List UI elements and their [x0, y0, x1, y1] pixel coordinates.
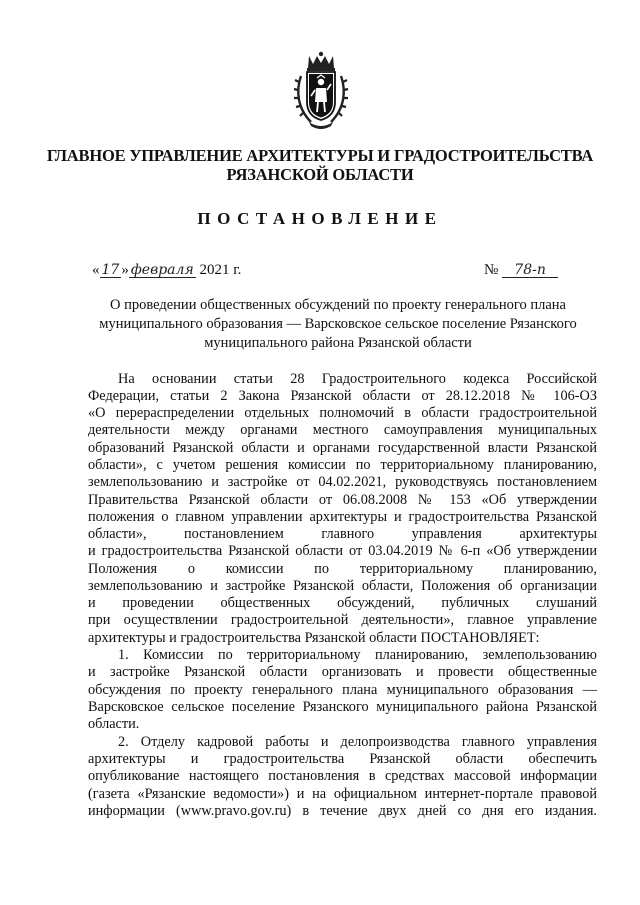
- body-line: архитектуры и градостроительства Рязанской области обеспечить: [88, 751, 597, 767]
- body-line: образований Рязанской области и органами государственной власти Рязанской: [88, 440, 597, 456]
- body-line: и градостроительства Рязанской области от 03.04.2019 № 6-п «Об утверждении: [88, 543, 597, 559]
- body-line: деятельности между органами местного самоуправления муниципальных: [88, 422, 597, 438]
- document-type-title: ПОСТАНОВЛЕНИЕ: [197, 209, 443, 228]
- body-line: и проведении общественных обсуждений, публичных слушаний: [88, 595, 597, 611]
- body-line: Правительства Рязанской области от 06.08.2008 № 153 «Об утверждении: [88, 492, 597, 508]
- document-date: [92, 262, 241, 279]
- subject-line-3: муниципального района Рязанской области: [204, 335, 472, 351]
- body-line: области», с учетом решения комиссии по территориальному планированию,: [88, 457, 597, 473]
- body-line: положения о главном управлении архитектуры и градостроительства Рязанской: [88, 509, 597, 525]
- body-line: области», постановлением главного управления архитектуры: [88, 526, 597, 542]
- body-line: 2. Отделу кадровой работы и делопроизводства главного управления: [118, 734, 597, 750]
- organization-name-line2: РЯЗАНСКОЙ ОБЛАСТИ: [226, 165, 414, 184]
- organization-name-line1: ГЛАВНОЕ УПРАВЛЕНИЕ АРХИТЕКТУРЫ И ГРАДОСТРОИТЕЛЬСТВА: [46, 146, 594, 165]
- body-line: области.: [88, 716, 140, 732]
- body-line: Положения о комиссии по территориальному планированию,: [88, 561, 597, 577]
- body-line: обсуждения по проекту генерального плана муниципального образования —: [88, 682, 597, 698]
- subject-line-2: муниципального образования — Варсковское сельское поселение Рязанского: [99, 316, 577, 332]
- body-line: землепользованию и застройке от 04.02.2021, руководствуясь постановлением: [88, 474, 597, 490]
- body-line: (газета «Рязанские ведомости») и на официальном интернет-портале правовой: [88, 786, 597, 802]
- date-close-quote: »: [121, 262, 129, 278]
- body-line: и застройке Рязанской области организовать и провести общественные: [88, 664, 597, 680]
- body-line: На основании статьи 28 Градостроительного кодекса Российской: [118, 371, 597, 387]
- number-label: №: [484, 262, 499, 278]
- body-line: Федерации, статьи 2 Закона Рязанской области от 28.12.2018 № 106-ОЗ: [88, 388, 597, 404]
- body-line: землепользованию и застройке Рязанской области, Положения об организации: [88, 578, 597, 594]
- body-line: 1. Комиссии по территориальному планированию, землепользованию: [118, 647, 597, 663]
- number-value-handwritten: 78-п: [502, 263, 558, 278]
- date-day-handwritten: 17: [101, 262, 120, 278]
- body-line: «О перераспределении отдельных полномочий в области градостроительной: [88, 405, 597, 421]
- body-line: информации (www.pravo.gov.ru) в течение двух дней со дня его издания.: [88, 803, 597, 819]
- date-month-handwritten: февраля: [130, 262, 194, 278]
- coat-of-arms-icon: [293, 50, 349, 132]
- body-line: Варсковское сельское поселение Рязанского муниципального района Рязанской: [88, 699, 597, 715]
- body-line: опубликование настоящего постановления в средствах массовой информации: [88, 768, 597, 784]
- document-number: [484, 262, 558, 279]
- subject-line-1: О проведении общественных обсуждений по проекту генерального плана: [110, 297, 566, 313]
- body-line: архитектуры и градостроительства Рязанской области ПОСТАНОВЛЯЕТ:: [88, 630, 540, 646]
- body-line: при осуществлении градостроительной деятельности», главное управление: [88, 612, 597, 628]
- date-open-quote: «: [92, 262, 100, 278]
- date-year: 2021 г.: [199, 262, 242, 278]
